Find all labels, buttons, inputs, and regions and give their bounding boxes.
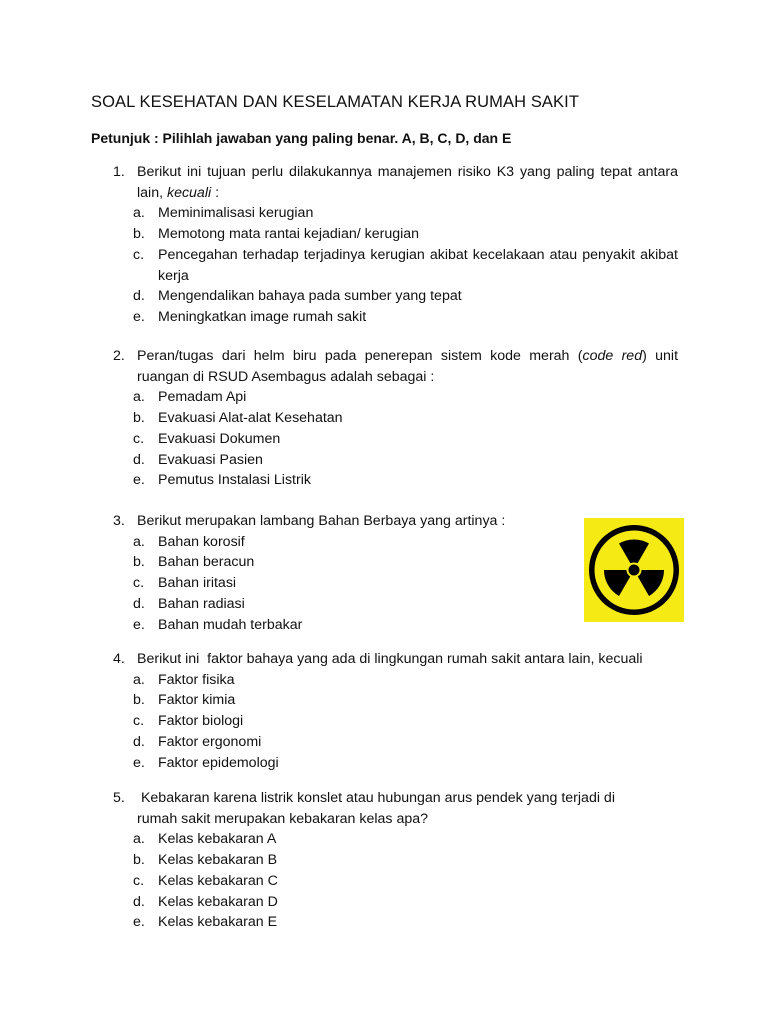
option-text: Bahan mudah terbakar [158,616,303,633]
radiation-hazard-icon [584,518,684,622]
option-letter: b. [133,692,145,709]
answer-option-e [113,912,653,933]
option-text: Evakuasi Pasien [158,451,263,468]
question-body: Kebakaran karena listrik konslet atau hubungan arus pendek yang terjadi di rumah sakit merupakan kebakaran kelas apa? [137,790,619,827]
answer-option-e [113,470,678,491]
question-number: 4. [113,651,125,667]
option-text: Pemadam Api [158,389,247,406]
option-text: Meminimalisasi kerugian [158,205,314,222]
question-text-part: ) unit ruangan di RSUD Asembagus adalah sebagai : [137,348,679,385]
question-text-part: Berikut ini tujuan perlu dilakukannya manajemen risiko K3 yang paling tepat antara lain, [137,164,678,201]
option-letter: c. [133,872,145,889]
option-letter: a. [133,533,145,550]
option-text: Pemutus Instalasi Listrik [158,472,311,489]
answer-option-a [113,387,678,408]
option-text: Kelas kebakaran D [158,893,278,910]
option-letter: c. [133,713,145,730]
option-letter: d. [133,288,145,305]
option-text: Faktor epidemologi [158,754,279,771]
answer-option-e [113,753,678,774]
question-emphasis: code red [582,348,643,364]
option-text: Kelas kebakaran E [158,914,278,931]
question-4 [113,649,678,773]
question-2 [113,346,678,491]
answer-option-d [113,286,678,307]
option-text: Evakuasi Alat-alat Kesehatan [158,410,343,427]
answer-option-d [113,450,678,471]
question-text-part: : [211,184,220,201]
document-title: SOAL KESEHATAN DAN KESELAMATAN KERJA RUMAH SAKIT [91,93,579,111]
option-text: Faktor fisika [158,671,235,688]
answer-option-d [113,892,653,913]
answer-option-c [113,245,678,286]
answer-option-b [113,850,653,871]
option-text: Evakuasi Dokumen [158,430,281,447]
instructions-text: Petunjuk : Pilihlah jawaban yang paling benar. A, B, C, D, dan E [91,130,512,146]
option-letter: d. [133,733,145,750]
question-text [113,788,653,829]
option-letter: a. [133,389,145,406]
question-body: Berikut merupakan lambang Bahan Berbaya yang artinya : [137,513,506,529]
option-text: Bahan korosif [158,533,245,550]
option-letter: e. [133,472,145,489]
option-letter: b. [133,852,145,869]
option-letter: c. [133,575,145,592]
option-letter: c. [133,246,145,263]
question-text [113,162,678,203]
answer-option-c [113,429,678,450]
answer-option-c [113,871,653,892]
option-text: Bahan iritasi [158,575,237,592]
option-letter: a. [133,831,145,848]
option-letter: d. [133,893,145,910]
option-letter: c. [133,430,145,447]
answer-option-c [113,711,678,732]
question-text [113,346,678,387]
answer-option-d [113,732,678,753]
question-number: 1. [113,164,125,180]
answer-option-a [113,829,653,850]
option-letter: d. [133,451,145,468]
option-text: Memotong mata rantai kejadian/ kerugian [158,226,420,243]
question-number: 2. [113,348,125,364]
question-number: 5. [113,790,125,806]
option-letter: a. [133,671,145,688]
option-text: Bahan radiasi [158,595,245,612]
question-number: 3. [113,513,125,529]
option-letter: b. [133,226,145,243]
question-1 [113,162,678,328]
option-text: Kelas kebakaran A [158,831,277,848]
option-letter: a. [133,205,145,222]
option-text: Pencegahan terhadap terjadinya kerugian akibat kecelakaan atau penyakit akibat kerja [158,246,678,284]
answer-option-a [113,670,678,691]
answer-option-a [113,203,678,224]
option-text: Kelas kebakaran C [158,872,278,889]
question-text-part: Peran/tugas dari helm biru pada penerepan sistem kode merah ( [137,348,583,364]
option-letter: e. [133,914,145,931]
option-letter: e. [133,308,145,325]
question-text [113,649,678,670]
answer-option-b [113,408,678,429]
option-letter: b. [133,554,145,571]
question-body: Berikut ini faktor bahaya yang ada di lingkungan rumah sakit antara lain, kecuali [137,651,643,667]
option-letter: d. [133,595,145,612]
option-letter: e. [133,754,145,771]
option-text: Faktor kimia [158,692,236,709]
option-text: Meningkatkan image rumah sakit [158,308,367,325]
option-text: Faktor biologi [158,713,244,730]
option-text: Kelas kebakaran B [158,852,278,869]
answer-option-b [113,224,678,245]
answer-option-b [113,690,678,711]
question-emphasis: kecuali [166,184,212,201]
option-letter: b. [133,410,145,427]
option-letter: e. [133,616,145,633]
answer-option-e [113,307,678,328]
option-text: Mengendalikan bahaya pada sumber yang tepat [158,288,462,305]
option-text: Faktor ergonomi [158,733,262,750]
question-5 [113,788,653,933]
option-text: Bahan beracun [158,554,255,571]
